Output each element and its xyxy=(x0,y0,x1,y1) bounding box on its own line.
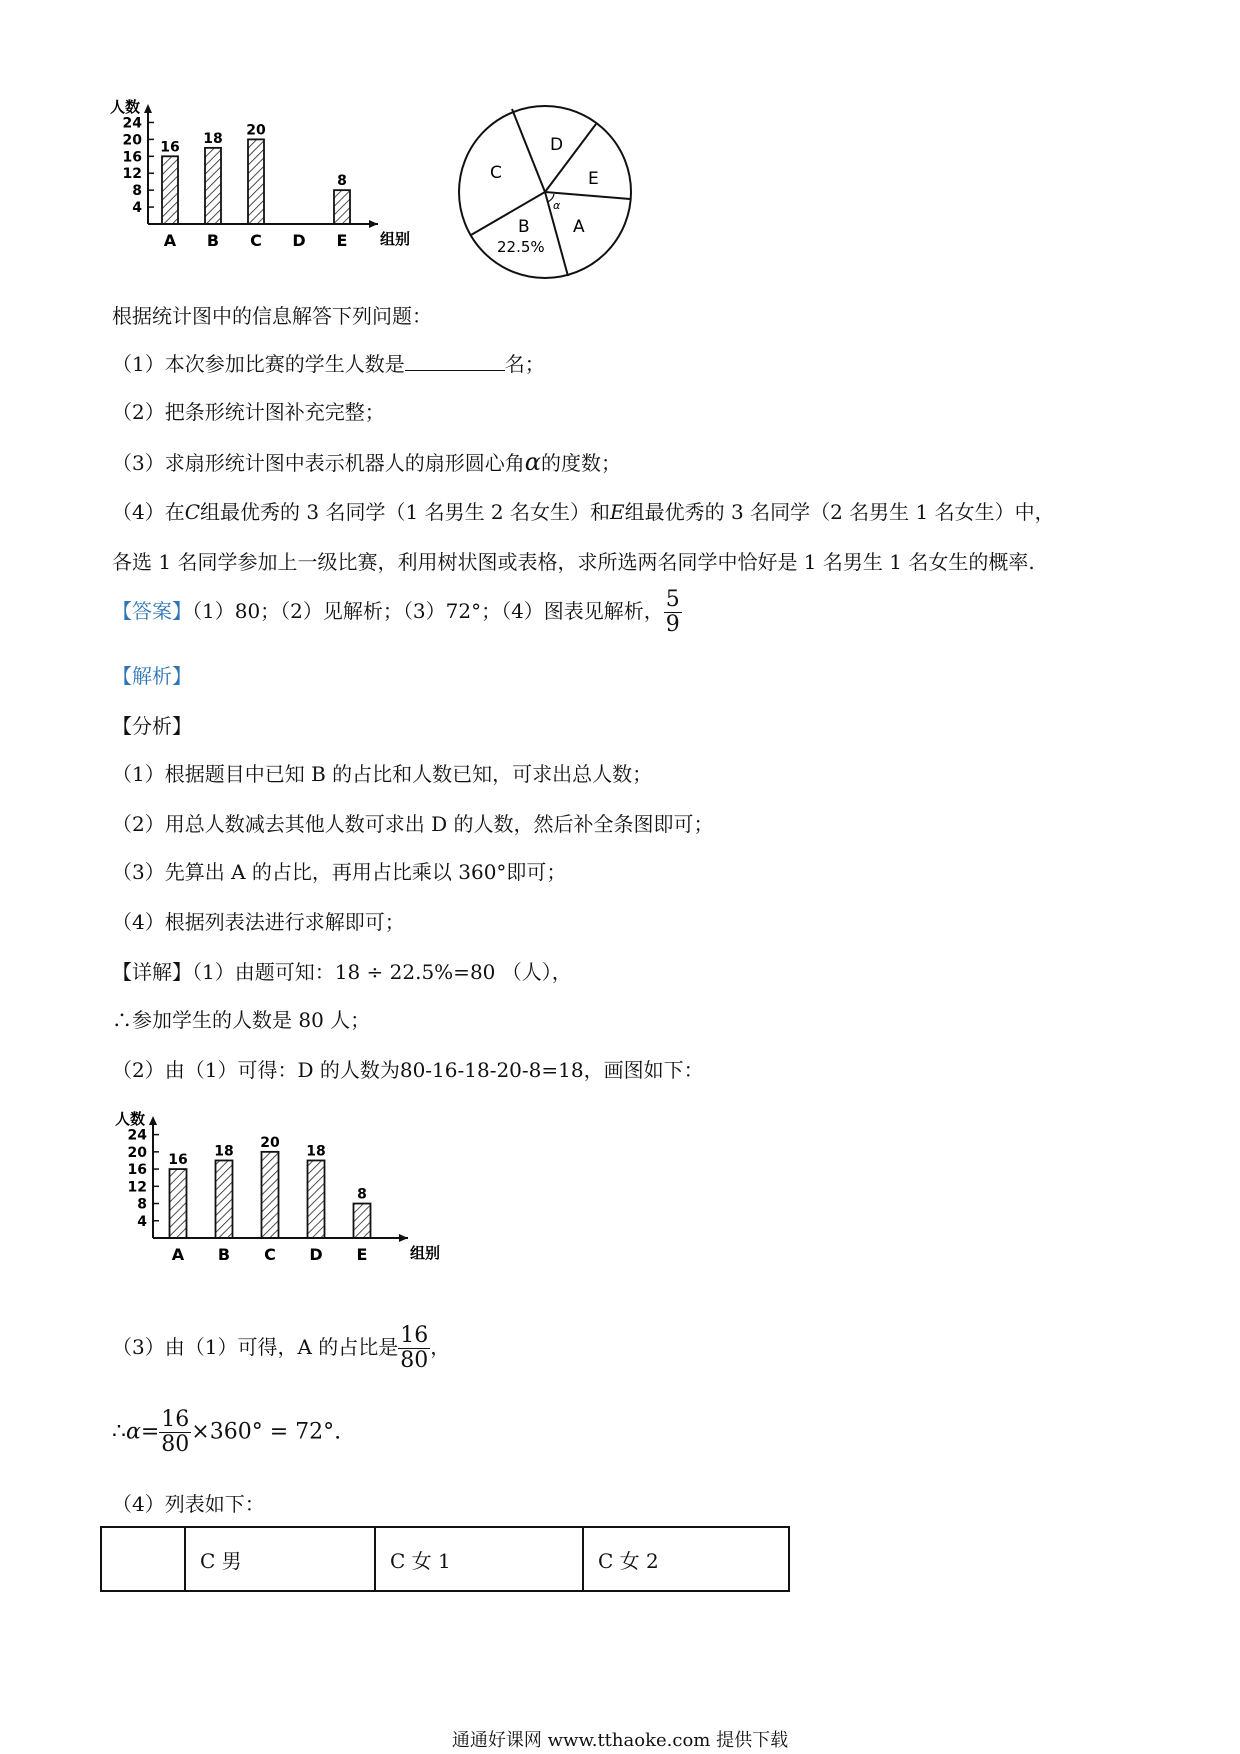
q1-text-a: （1）本次参加比赛的学生人数是 xyxy=(112,352,405,376)
answer-body: （1）80；（2）见解析；（3）72°；（4）图表见解析， xyxy=(192,599,664,623)
y-tick-label: 16 xyxy=(127,1162,147,1179)
y-tick-label: 12 xyxy=(127,1179,147,1196)
y-tick-label: 24 xyxy=(127,1127,147,1144)
y-axis-arrow xyxy=(149,1116,157,1125)
y-tick-label: 8 xyxy=(132,183,142,200)
x-tick-label: D xyxy=(292,231,306,250)
bar-value-label: 16 xyxy=(160,139,180,156)
q3-text-b: 的度数； xyxy=(540,451,621,475)
y-tick-label: 4 xyxy=(132,200,142,217)
y-tick-label: 4 xyxy=(137,1213,147,1230)
probability-table xyxy=(100,1526,790,1592)
bar-chart-complete xyxy=(108,1102,488,1310)
answer-line xyxy=(112,588,682,637)
x-tick-label: A xyxy=(171,1245,185,1264)
question-2: （2）把条形统计图补充完整； xyxy=(112,400,385,424)
detail-1: 【详解】（1）由题可知：18 ÷ 22.5%=80 （人）， xyxy=(112,960,572,984)
analysis-3: （3）先算出 A 的占比，再用占比乘以 360°即可； xyxy=(112,860,567,884)
eq-rest: ×360° = 72°. xyxy=(191,1419,342,1445)
eq-therefore: ∴ xyxy=(112,1419,126,1445)
question-1 xyxy=(112,350,545,378)
q3-alpha: α xyxy=(524,448,541,476)
x-axis-arrow xyxy=(399,1234,408,1242)
step-4-text: （4）列表如下： xyxy=(112,1492,265,1516)
bar xyxy=(170,1169,187,1238)
bar xyxy=(262,1152,279,1238)
table-cell-c-male: C 男 xyxy=(185,1527,375,1591)
bar-value-label: 16 xyxy=(168,1152,188,1169)
alpha-equation xyxy=(112,1408,341,1457)
q1-answer-blank xyxy=(405,350,505,371)
x-tick-label: A xyxy=(163,231,177,250)
bar-value-label: 20 xyxy=(260,1134,280,1151)
q4-group-e: E xyxy=(610,500,625,524)
pie-label-a: A xyxy=(573,217,585,237)
question-4-line-2: 各选 1 名同学参加上一级比赛，利用树状图或表格，求所选两名同学中恰好是 1 名男生 1 名女生的概率. xyxy=(112,550,1035,574)
question-3 xyxy=(112,448,621,477)
detail-3: （2）由（1）可得：D 的人数为80-16-18-20-8=18，画图如下： xyxy=(112,1058,704,1082)
answer-frac-den: 9 xyxy=(665,612,680,637)
jiexi-tag: 【解析】 xyxy=(112,664,192,688)
x-tick-label: B xyxy=(206,231,220,250)
y-tick-label: 24 xyxy=(122,115,142,132)
detail-2: ∴参加学生的人数是 80 人； xyxy=(112,1008,371,1032)
answer-frac-num: 5 xyxy=(665,587,680,612)
analysis-2: （2）用总人数减去其他人数可求出 D 的人数，然后补全条图即可； xyxy=(112,812,714,836)
q3-text-a: （3）求扇形统计图中表示机器人的扇形圆心角 xyxy=(112,451,525,475)
footer-source: 通通好课网 www.tthaoke.com 提供下载 xyxy=(451,1730,789,1751)
bar xyxy=(248,139,264,224)
analysis-4: （4）根据列表法进行求解即可； xyxy=(112,910,405,934)
answer-fraction xyxy=(664,588,682,637)
x-tick-label: C xyxy=(250,231,262,250)
bar xyxy=(162,156,178,224)
pie-boundary-bc xyxy=(471,192,545,235)
eq-alpha: α xyxy=(126,1419,141,1445)
bar-value-label: 8 xyxy=(337,173,347,190)
bar xyxy=(216,1160,233,1238)
bar-value-label: 8 xyxy=(357,1186,367,1203)
y-axis-arrow xyxy=(144,104,152,113)
step-3-fraction xyxy=(398,1324,430,1373)
table-cell-c-female-2: C 女 2 xyxy=(583,1527,789,1591)
pie-angle-alpha: α xyxy=(553,199,561,212)
question-4-line-1 xyxy=(112,498,1055,526)
bar-chart-incomplete xyxy=(100,92,440,282)
bar xyxy=(308,1160,325,1238)
x-axis-arrow xyxy=(369,220,378,228)
eq-fraction xyxy=(159,1408,191,1457)
table-cell-c-female-1: C 女 1 xyxy=(375,1527,583,1591)
step-3-frac-den: 80 xyxy=(400,1348,429,1373)
x-tick-label: D xyxy=(309,1245,323,1264)
bar-value-label: 18 xyxy=(306,1143,326,1160)
q4-text-c: 组最优秀的 3 名同学（2 名男生 1 名女生）中， xyxy=(624,500,1055,524)
step-3-text-a: （3）由（1）可得，A 的占比是 xyxy=(112,1335,399,1359)
table-cell-corner xyxy=(101,1527,185,1591)
intro-text: 根据统计图中的信息解答下列问题： xyxy=(112,304,432,328)
step-3-text-b: ， xyxy=(430,1335,451,1359)
y-tick-label: 20 xyxy=(127,1144,147,1161)
bar xyxy=(334,190,350,224)
pie-label-e: E xyxy=(588,169,599,189)
q1-text-b: 名； xyxy=(504,352,545,376)
pie-label-b-percent: 22.5% xyxy=(497,238,545,256)
y-tick-label: 8 xyxy=(137,1196,147,1213)
y-tick-label: 20 xyxy=(122,132,142,149)
pie-boundary-ea xyxy=(545,192,630,199)
y-tick-label: 16 xyxy=(122,149,142,166)
pie-boundary-cd xyxy=(512,109,545,192)
x-axis-label: 组别 xyxy=(380,230,411,248)
step-3-frac-num: 16 xyxy=(400,1323,429,1348)
q4-group-c: C xyxy=(184,500,201,524)
x-tick-label: C xyxy=(264,1245,276,1264)
bar-value-label: 18 xyxy=(214,1143,234,1160)
pie-chart xyxy=(455,102,635,282)
q4-text-b: 组最优秀的 3 名同学（1 名男生 2 名女生）和 xyxy=(200,500,611,524)
y-tick-label: 12 xyxy=(122,166,142,183)
bar-value-label: 20 xyxy=(246,122,266,139)
eq-frac-den: 80 xyxy=(161,1432,190,1457)
x-axis-label: 组别 xyxy=(410,1244,441,1262)
x-tick-label: E xyxy=(356,1245,368,1264)
q4-text-a: （4）在 xyxy=(112,500,185,524)
x-tick-label: E xyxy=(336,231,348,250)
pie-label-c: C xyxy=(490,163,502,183)
y-axis-label: 人数 xyxy=(110,98,141,116)
bar xyxy=(354,1204,371,1238)
eq-frac-num: 16 xyxy=(161,1407,190,1432)
x-tick-label: B xyxy=(217,1245,231,1264)
answer-tag: 【答案】 xyxy=(112,599,192,623)
bar-value-label: 18 xyxy=(203,130,223,147)
bar xyxy=(205,148,221,224)
pie-label-d: D xyxy=(550,135,564,155)
step-3-line xyxy=(112,1324,450,1373)
y-axis-label: 人数 xyxy=(115,1110,146,1128)
analysis-1: （1）根据题目中已知 B 的占比和人数已知，可求出总人数； xyxy=(112,762,653,786)
eq-equals: = xyxy=(140,1419,160,1445)
pie-label-b: B xyxy=(518,217,530,237)
table-row xyxy=(101,1527,789,1591)
fenxi-tag: 【分析】 xyxy=(112,714,192,738)
